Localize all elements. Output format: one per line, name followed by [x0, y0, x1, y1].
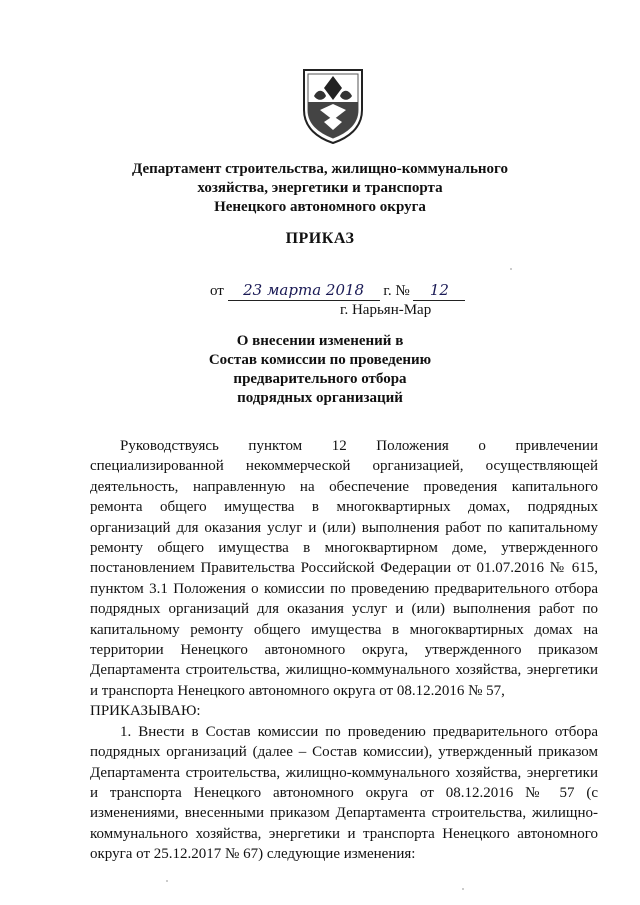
date-field [228, 282, 380, 301]
order-number: 12 [413, 282, 465, 301]
subject-line-2: Состав комиссии по проведению [208, 352, 432, 368]
header-line-2: хозяйства, энергетики и транспорта [197, 180, 443, 196]
date-year: 2018 [325, 281, 365, 299]
order-word: ПРИКАЗЫВАЮ: [90, 703, 201, 720]
subject-line-3: предварительного отбора [233, 371, 407, 387]
subject-line-4: подрядных организаций [237, 390, 403, 406]
department-header [0, 160, 640, 217]
item-1-paragraph: 1. Внести в Состав комиссии по проведению предварительного отбора подрядных организаций (далее – Состав комиссии), утвержденный приказом Департамента строительства, жилищно-коммунального хозяйства, энергетики и транспорта Ненецкого автономного округа от 08.12.2016 № 57 (с изменениями, внесенными приказом Департамента строительства, жилищно-коммунального хозяйства, энергетики и транспорта Ненецкого автономного округа от 25.12.2017 № 67) следующие изменения: [90, 723, 598, 863]
year-suffix: г. № [383, 283, 410, 299]
order-title: ПРИКАЗ [285, 230, 355, 247]
date-day: 23 [243, 281, 263, 299]
scan-speck [462, 888, 464, 890]
scan-speck [166, 880, 168, 882]
scan-speck [510, 268, 512, 270]
date-prefix: от [210, 283, 224, 299]
order-subject [0, 332, 640, 408]
date-line [210, 282, 465, 301]
order-body [90, 436, 598, 865]
city: г. Нарьян-Мар [340, 302, 432, 318]
date-month: марта [266, 281, 322, 299]
header-line-1: Департамент строительства, жилищно-коммунального [131, 161, 508, 177]
coat-of-arms-icon [300, 66, 366, 146]
preamble-paragraph: Руководствуясь пунктом 12 Положения о привлечении специализированной некоммерческой организацией, осуществляющей деятельность, направленную на обеспечение проведения капитального ремонта общего имущества в многоквартирных домах, подрядных организаций для оказания услуг и (или) выполнения работ по капитальному ремонту общего имущества в многоквартирном доме, утвержденного постановлением Правительства Российской Федерации от 01.07.2016 № 615, пунктом 3.1 Положения о комиссии по проведению предварительного отбора подрядных организаций для оказания услуг и (или) выполнения работ по капитальному ремонту общего имущества в многоквартирных домах на территории Ненецкого автономного округа, утвержденного приказом Департамента строительства, жилищно-коммунального хозяйства, энергетики и транспорта Ненецкого автономного округа от 08.12.2016 № 57, [90, 438, 598, 699]
header-line-3: Ненецкого автономного округа [214, 199, 426, 215]
subject-line-1: О внесении изменений в [236, 333, 404, 349]
